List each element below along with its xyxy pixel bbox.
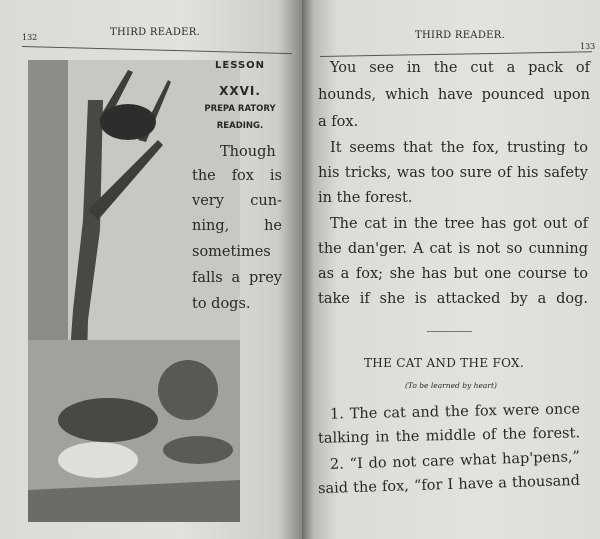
text-line: his tricks, was too sure of his safety — [318, 165, 588, 181]
header-rule — [22, 46, 292, 54]
page-number: 133 — [580, 42, 596, 51]
running-head: THIRD READER. — [415, 30, 506, 41]
header-rule — [320, 51, 592, 57]
poem-line: 2. “I do not care what hap'pens,” — [329, 449, 581, 473]
text-line: sometimes — [192, 244, 271, 260]
text-line: ning, he — [192, 218, 282, 234]
text-line: in the forest. — [318, 190, 413, 206]
text-line: as a fox; she has but one course to — [318, 266, 588, 282]
text-line: a fox. — [318, 114, 359, 130]
poem-title: THE CAT AND THE FOX. — [364, 356, 525, 370]
page-number: 132 — [22, 33, 38, 42]
lesson-label: LESSON — [214, 60, 266, 71]
text-line: Though — [220, 144, 276, 160]
text-line: very cun- — [192, 193, 282, 209]
text-line: It seems that the fox, trusting to — [330, 140, 588, 156]
text-line: The cat in the tree has got out of — [330, 216, 588, 232]
section-title: PREPA RATORY — [204, 104, 276, 114]
text-line: the fox is — [192, 168, 282, 184]
poem-line: talking in the middle of the forest. — [317, 425, 581, 447]
lesson-number: XXVI. — [219, 84, 261, 98]
poem-line: said the fox, “for I have a thousand — [317, 472, 581, 498]
text-line: You see in the cut a pack of — [330, 60, 590, 76]
section-title: READING. — [216, 121, 264, 131]
text-line: take if she is attacked by a dog. — [318, 291, 588, 307]
right-page — [302, 0, 600, 539]
poem-line: 1. The cat and the fox were once — [329, 401, 581, 423]
text-line: falls a prey — [192, 270, 282, 286]
text-line: to dogs. — [192, 296, 251, 312]
text-line: hounds, which have pounced upon — [318, 87, 590, 103]
running-head: THIRD READER. — [110, 27, 201, 38]
text-line: the dan'ger. A cat is not so cunning — [318, 241, 588, 257]
poem-note: (To be learned by heart) — [405, 381, 497, 390]
section-divider — [427, 331, 472, 332]
